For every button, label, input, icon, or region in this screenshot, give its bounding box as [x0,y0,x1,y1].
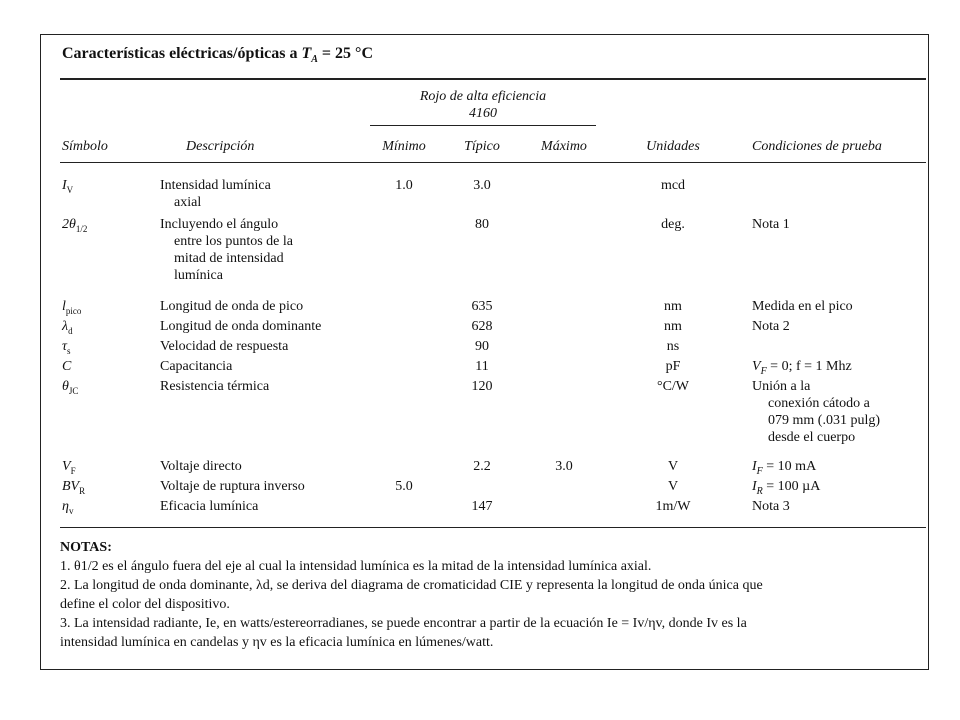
row-typ: 120 [471,379,493,394]
rule-bottom [60,527,926,528]
row-units: nm [664,299,682,314]
row-description: Resistencia térmica [160,379,270,394]
note-3-line2: intensidad lumínica en candelas y ηv es la eficacia lumínica en lúmenes/watt. [60,635,494,650]
row-conditions: Medida en el pico [752,299,853,314]
row-symbol: $\tau_s$ [62,339,71,356]
group-header [370,88,596,122]
row-units: nm [664,319,682,334]
row-symbol: $2\theta_{1/2}$ [62,217,88,234]
title-temp-sub: A [311,54,318,66]
row-description: Voltaje de ruptura inverso [160,479,305,494]
row-units: 1m/W [655,499,691,514]
col-header-description: Descripción [186,139,255,154]
col-header-min: Mínimo [382,139,426,154]
row-symbol: C [62,359,72,374]
row-units: pF [665,359,681,374]
row-units: mcd [660,178,686,193]
row-conditions: Nota 1 [752,217,790,232]
row-description: Velocidad de respuesta [160,339,289,354]
row-max: 3.0 [555,459,573,474]
row-description: Longitud de onda dominante [160,319,322,334]
row-symbol: $\eta_v$ [62,499,74,516]
row-symbol: $\theta_{JC}$ [62,379,79,396]
row-units: ns [666,339,680,354]
row-typ: 90 [475,339,489,354]
note-1: 1. θ1/2 es el ángulo fuera del eje al cual la intensidad lumínica es la mitad de la intensidad lumínica axial. [60,559,652,574]
notes-section [60,538,922,652]
group-header-line1: Rojo de alta eficiencia [419,89,547,104]
row-typ: 3.0 [473,178,491,193]
row-description: Incluyendo el ángulo entre los puntos de la mitad de intensidad lumínica [160,217,293,283]
row-symbol: $I_V$ [62,178,74,195]
title-prefix: Características eléctricas/ópticas a [62,45,302,62]
row-units: V [667,459,679,474]
title-temp-var: T [301,45,312,62]
row-typ: 11 [475,359,489,374]
rule-header [60,162,926,163]
row-symbol: $l_{pico}$ [62,299,82,316]
row-conditions: Unión a la conexión cátodo a 079 mm (.031 pulg) desde el cuerpo [752,379,880,445]
row-conditions: $I_R = 100$ µA [752,479,821,497]
row-description: Capacitancia [160,359,233,374]
row-conditions: Nota 2 [752,319,790,334]
group-header-rule [370,125,596,126]
row-units: deg. [661,217,685,232]
row-typ: 628 [471,319,493,334]
row-description: Voltaje directo [160,459,242,474]
note-3-line1: 3. La intensidad radiante, Ie, en watts/estereorradianes, se puede encontrar a partir de la ecuación Ie = Iv/ηv, donde Iv es la [60,616,747,631]
row-conditions: $V_F = 0$; f = 1 Mhz [752,359,852,377]
note-2-line1: 2. La longitud de onda dominante, λd, se deriva del diagrama de cromaticidad CIE y representa la longitud de onda única que [60,578,763,593]
row-symbol: $BV_R$ [62,479,86,496]
row-typ: 2.2 [473,459,491,474]
row-typ: 635 [471,299,493,314]
row-units: V [667,479,679,494]
note-2-line2: define el color del dispositivo. [60,597,230,612]
col-header-conditions: Condiciones de prueba [752,139,882,154]
rule-top [60,78,926,80]
col-header-max: Máximo [541,139,587,154]
row-conditions: Nota 3 [752,499,790,514]
row-conditions: $I_F = 10$ mA [752,459,817,477]
row-symbol: $\lambda_d$ [62,319,73,336]
row-description: Intensidad lumínica axial [160,178,271,210]
col-header-symbol: Símbolo [62,139,108,154]
row-description: Longitud de onda de pico [160,299,304,314]
row-typ: 147 [471,499,493,514]
col-header-units: Unidades [646,139,700,154]
title-suffix: = 25 °C [317,45,373,62]
group-header-line2: 4160 [469,106,497,121]
row-description: Eficacia lumínica [160,499,259,514]
row-typ: 80 [475,217,489,232]
row-units: °C/W [656,379,690,394]
col-header-typ: Típico [464,139,500,154]
row-symbol: $V_F$ [62,459,76,476]
page-title [62,45,373,65]
row-min: 1.0 [395,178,413,193]
row-min: 5.0 [395,479,413,494]
notes-title: NOTAS: [60,540,112,555]
